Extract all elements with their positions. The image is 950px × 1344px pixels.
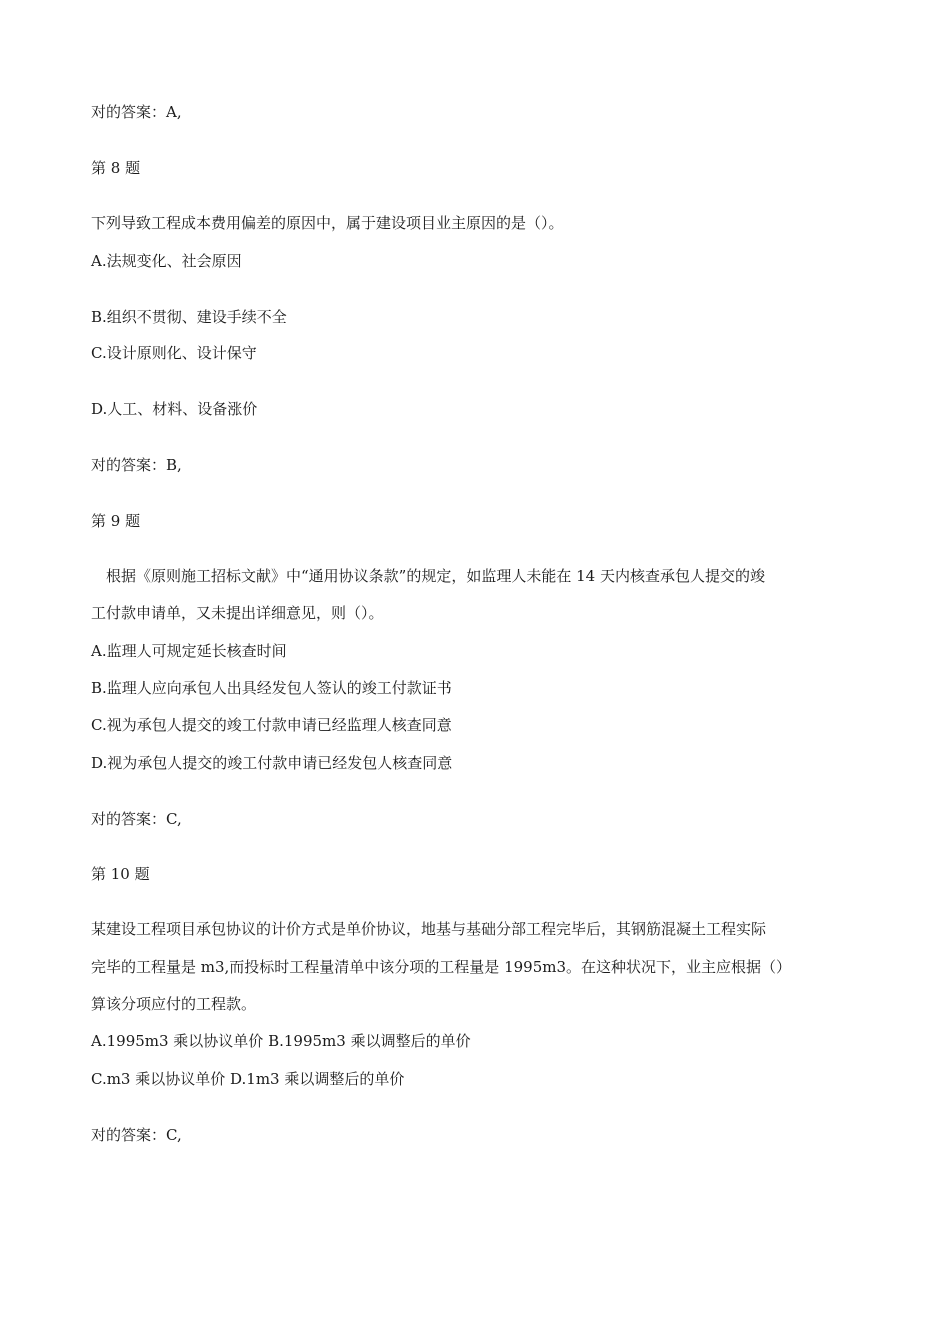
question-9-answer: 对的答案：C,	[91, 810, 182, 828]
previous-answer: 对的答案：A,	[91, 103, 182, 121]
question-9-option-b: B.监理人应向承包人出具经发包人签认的竣工付款证书	[91, 679, 452, 697]
question-9-option-a: A.监理人可规定延长核查时间	[91, 642, 287, 660]
question-8-option-d: D.人工、材料、设备涨价	[91, 400, 258, 418]
question-8-option-b: B.组织不贯彻、建设手续不全	[91, 308, 287, 326]
question-9-stem-line-2: 工付款申请单，又未提出详细意见，则（）。	[91, 604, 384, 622]
question-9-stem-line-1: 根据《原则施工招标文献》中“通用协议条款”的规定，如监理人未能在 14 天内核查承包人提交的竣	[106, 567, 765, 585]
question-8-stem: 下列导致工程成本费用偏差的原因中，属于建设项目业主原因的是（）。	[91, 214, 564, 232]
question-9-option-d: D.视为承包人提交的竣工付款申请已经发包人核查同意	[91, 754, 453, 772]
question-8-answer: 对的答案：B,	[91, 456, 182, 474]
question-9-option-c: C.视为承包人提交的竣工付款申请已经监理人核查同意	[91, 716, 452, 734]
question-10-options-ab: A.1995m3 乘以协议单价 B.1995m3 乘以调整后的单价	[91, 1032, 471, 1050]
question-10-answer: 对的答案：C,	[91, 1126, 182, 1144]
question-10-stem-line-2: 完毕的工程量是 m3,而投标时工程量清单中该分项的工程量是 1995m3。在这种状况下，业主应根据（）	[91, 958, 792, 976]
question-8-option-c: C.设计原则化、设计保守	[91, 344, 257, 362]
question-10-stem-line-1: 某建设工程项目承包协议的计价方式是单价协议，地基与基础分部工程完毕后，其钢筋混凝土工程实际	[91, 920, 767, 938]
question-9-heading: 第 9 题	[91, 512, 141, 530]
question-8-option-a: A.法规变化、社会原因	[91, 252, 242, 270]
question-8-heading: 第 8 题	[91, 159, 141, 177]
question-10-heading: 第 10 题	[91, 865, 150, 883]
question-10-options-cd: C.m3 乘以协议单价 D.1m3 乘以调整后的单价	[91, 1070, 405, 1088]
question-10-stem-line-3: 算该分项应付的工程款。	[91, 995, 257, 1013]
